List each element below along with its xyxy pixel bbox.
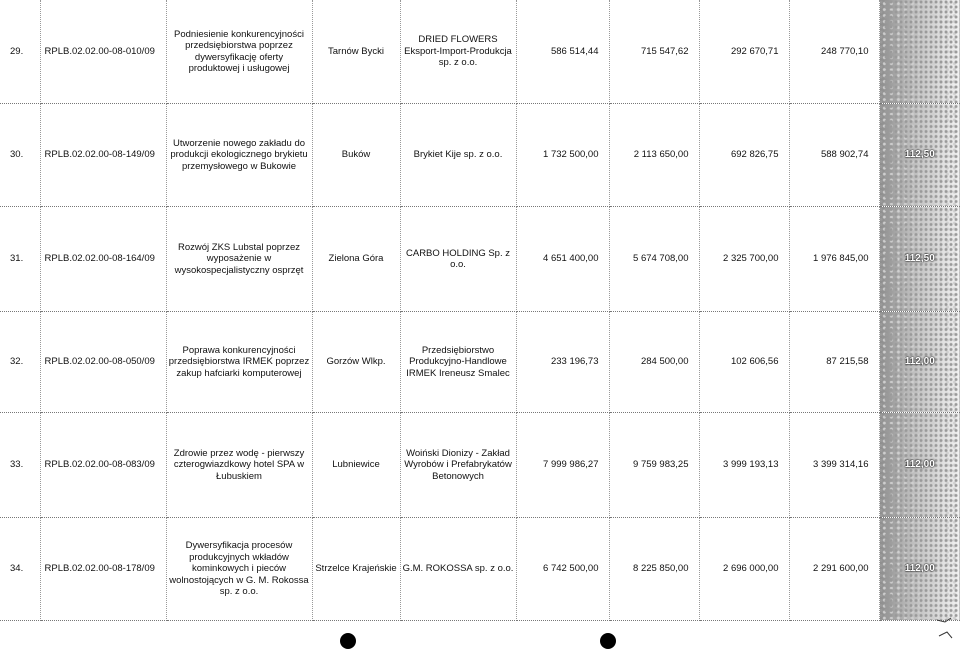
- pen-mark-icon: [935, 612, 955, 642]
- total-cost: 6 742 500,00: [516, 518, 609, 621]
- project-title: Dywersyfikacja procesów produkcyjnych wkładów kominkowych i pieców wolnostojących w G. M. Rokossa sp. z o.o.: [166, 518, 312, 621]
- table-row: [0, 207, 960, 312]
- grant-amount: 102 606,56: [699, 312, 789, 413]
- table-row: [0, 104, 960, 207]
- score-cell: 112,50: [879, 104, 960, 207]
- beneficiary-name: DRIED FLOWERS Eksport-Import-Produkcja sp. z o.o.: [400, 0, 516, 104]
- eligible-cost: 8 225 850,00: [609, 518, 699, 621]
- table-row: [0, 312, 960, 413]
- table-row: [0, 413, 960, 518]
- eligible-cost: 5 674 708,00: [609, 207, 699, 312]
- beneficiary-name: Przedsiębiorstwo Produkcyjno-Handlowe IRMEK Ireneusz Smalec: [400, 312, 516, 413]
- eligible-cost: 2 113 650,00: [609, 104, 699, 207]
- efrr-amount: 248 770,10: [789, 0, 879, 104]
- grant-amount: 3 999 193,13: [699, 413, 789, 518]
- row-number: 34.: [0, 518, 40, 621]
- beneficiary-name: CARBO HOLDING Sp. z o.o.: [400, 207, 516, 312]
- total-cost: 7 999 986,27: [516, 413, 609, 518]
- table-row: [0, 518, 960, 621]
- total-cost: 1 732 500,00: [516, 104, 609, 207]
- score-cell: 112,00: [879, 312, 960, 413]
- row-number: 31.: [0, 207, 40, 312]
- project-title: Rozwój ZKS Lubstal poprzez wyposażenie w wysokospecjalistyczny osprzęt: [166, 207, 312, 312]
- project-location: Buków: [312, 104, 400, 207]
- score-cell: 112,00: [879, 518, 960, 621]
- project-location: Lubniewice: [312, 413, 400, 518]
- efrr-amount: 87 215,58: [789, 312, 879, 413]
- project-location: Zielona Góra: [312, 207, 400, 312]
- grant-amount: 2 696 000,00: [699, 518, 789, 621]
- application-code: RPLB.02.02.00-08-010/09: [40, 0, 166, 104]
- total-cost: 4 651 400,00: [516, 207, 609, 312]
- efrr-amount: 588 902,74: [789, 104, 879, 207]
- efrr-amount: 2 291 600,00: [789, 518, 879, 621]
- table-row: [0, 0, 960, 104]
- eligible-cost: 284 500,00: [609, 312, 699, 413]
- beneficiary-name: G.M. ROKOSSA sp. z o.o.: [400, 518, 516, 621]
- application-code: RPLB.02.02.00-08-164/09: [40, 207, 166, 312]
- row-number: 30.: [0, 104, 40, 207]
- project-title: Podniesienie konkurencyjności przedsiębiorstwa poprzez dywersyfikację oferty produktowej i usługowej: [166, 0, 312, 104]
- score-cell: [879, 0, 960, 104]
- grant-amount: 692 826,75: [699, 104, 789, 207]
- score-cell: 112,50: [879, 207, 960, 312]
- application-code: RPLB.02.02.00-08-083/09: [40, 413, 166, 518]
- application-code: RPLB.02.02.00-08-050/09: [40, 312, 166, 413]
- total-cost: 233 196,73: [516, 312, 609, 413]
- project-title: Utworzenie nowego zakładu do produkcji ekologicznego brykietu przemysłowego w Bukowie: [166, 104, 312, 207]
- project-location: Tarnów Bycki: [312, 0, 400, 104]
- score-cell: 112,00: [879, 413, 960, 518]
- eligible-cost: 715 547,62: [609, 0, 699, 104]
- total-cost: 586 514,44: [516, 0, 609, 104]
- project-title: Poprawa konkurencyjności przedsiębiorstwa IRMEK poprzez zakup hafciarki komputerowej: [166, 312, 312, 413]
- row-number: 32.: [0, 312, 40, 413]
- row-number: 33.: [0, 413, 40, 518]
- grant-amount: 2 325 700,00: [699, 207, 789, 312]
- application-code: RPLB.02.02.00-08-178/09: [40, 518, 166, 621]
- punch-hole-left: [340, 633, 356, 649]
- project-title: Zdrowie przez wodę - pierwszy czterogwiazdkowy hotel SPA w Łubuskiem: [166, 413, 312, 518]
- project-location: Strzelce Krajeńskie: [312, 518, 400, 621]
- eligible-cost: 9 759 983,25: [609, 413, 699, 518]
- beneficiary-name: Brykiet Kije sp. z o.o.: [400, 104, 516, 207]
- punch-hole-right: [600, 633, 616, 649]
- grant-amount: 292 670,71: [699, 0, 789, 104]
- application-code: RPLB.02.02.00-08-149/09: [40, 104, 166, 207]
- beneficiary-name: Woiński Dionizy - Zakład Wyrobów i Prefabrykatów Betonowych: [400, 413, 516, 518]
- row-number: 29.: [0, 0, 40, 104]
- project-location: Gorzów Wlkp.: [312, 312, 400, 413]
- efrr-amount: 1 976 845,00: [789, 207, 879, 312]
- efrr-amount: 3 399 314,16: [789, 413, 879, 518]
